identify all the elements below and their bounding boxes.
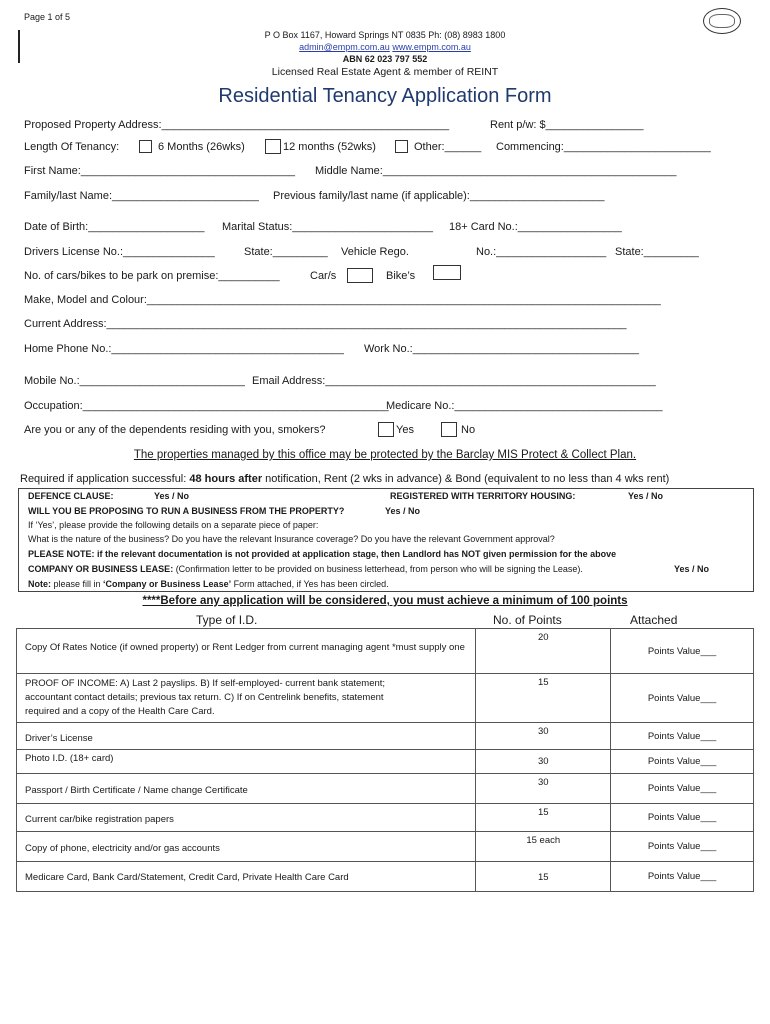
marital-status-field[interactable]: Marital Status:_______________________ (222, 221, 434, 233)
cars-box[interactable] (347, 268, 373, 283)
dob-field[interactable]: Date of Birth:___________________ (24, 221, 205, 233)
note-text: please fill in (51, 579, 104, 589)
table-row (17, 804, 754, 832)
table-row (17, 750, 754, 774)
note-bold: ‘Company or Business Lease’ (103, 579, 232, 589)
attached-cell[interactable]: Points Value___ (611, 723, 754, 750)
required-prefix: Required if application successful: (20, 473, 190, 485)
points-heading: ****Before any application will be considered, you must achieve a minimum of 100 points (142, 595, 628, 607)
defence-label: DEFENCE CLAUSE: (28, 491, 114, 501)
col-header-attached: Attached (630, 613, 678, 627)
page-title: Residential Tenancy Application Form (218, 85, 552, 107)
header-abn: ABN 62 023 797 552 (342, 54, 428, 64)
col-header-points: No. of Points (493, 613, 562, 627)
points-cell: 15 (476, 804, 611, 832)
id-type-cell: Copy of phone, electricity and/or gas accounts (17, 832, 476, 862)
tenancy-length-label: Length Of Tenancy: (24, 141, 120, 153)
table-row (17, 723, 754, 750)
col-header-type: Type of I.D. (196, 613, 258, 627)
nature-text: What is the nature of the business? Do you have the relevant Insurance coverage? Do you have the relevant Government approval? (28, 534, 555, 544)
business-value[interactable]: Yes / No (385, 506, 421, 516)
defence-value[interactable]: Yes / No (154, 491, 190, 501)
vehicle-rego-label: Vehicle Rego. (341, 246, 409, 258)
smokers-yes-label: Yes (396, 424, 414, 436)
reint-seal-inner (709, 14, 735, 28)
smokers-yes-checkbox[interactable] (378, 422, 394, 437)
note-tail: Form attached, if Yes has been circled. (231, 579, 389, 589)
six-months-checkbox[interactable] (139, 140, 152, 153)
id-type-cell: PROOF OF INCOME: A) Last 2 payslips. B) If self-employed- current bank statement; accountant contact details; previous tax return. C) If on Centrelink benefits, statement required and a copy of the Health Care Card. (17, 674, 476, 723)
cars-label: Car/s (310, 270, 337, 282)
points-cell: 20 (476, 629, 611, 674)
previous-family-name-field[interactable]: Previous family/last name (if applicable):______________________ (273, 190, 605, 202)
family-name-field[interactable]: Family/last Name:________________________ (24, 190, 259, 202)
smokers-no-label: No (461, 424, 476, 436)
company-value[interactable]: Yes / No (674, 564, 710, 574)
rego-no-field[interactable]: No.:__________________ (476, 246, 607, 258)
company-lease-line (28, 564, 583, 574)
attached-cell[interactable]: Points Value___ (611, 629, 754, 674)
points-cell: 15 (476, 674, 611, 723)
required-suffix: notification, Rent (2 wks in advance) & Bond (equivalent to no less than 4 wks rent) (262, 473, 670, 485)
points-cell: 30 (476, 723, 611, 750)
company-text: (Confirmation letter to be provided on business letterhead, from person who will be signing the Lease). (173, 564, 583, 574)
attached-cell[interactable]: Points Value___ (611, 674, 754, 723)
table-row (17, 832, 754, 862)
smokers-question: Are you or any of the dependents residing with you, smokers? (24, 424, 326, 436)
table-row (17, 629, 754, 674)
required-bold: 48 hours after (189, 473, 263, 485)
current-address-field[interactable]: Current Address:_____________________________________________________________________________________ (24, 318, 627, 330)
drivers-license-field[interactable]: Drivers License No.:_______________ (24, 246, 215, 258)
note-line (28, 579, 389, 589)
dl-state-field[interactable]: State:_________ (244, 246, 328, 258)
id-type-cell: Medicare Card, Bank Card/Statement, Credit Card, Private Health Care Card (17, 862, 476, 892)
commencing-field[interactable]: Commencing:________________________ (496, 141, 711, 153)
points-cell: 15 (476, 862, 611, 892)
id-type-cell: Current car/bike registration papers (17, 804, 476, 832)
cars-bikes-count-field[interactable]: No. of cars/bikes to be park on premise:__________ (24, 270, 280, 282)
email-link[interactable]: admin@empm.com.au (299, 42, 390, 52)
attached-cell[interactable]: Points Value___ (611, 862, 754, 892)
page-label: Page 1 of 5 (24, 12, 71, 22)
attached-cell[interactable]: Points Value___ (611, 774, 754, 804)
territory-label: REGISTERED WITH TERRITORY HOUSING: (390, 491, 576, 501)
six-months-label: 6 Months (26wks) (158, 141, 245, 153)
please-note-text: PLEASE NOTE: if the relevant documentation is not provided at application stage, then Landlord has NOT given permission for the above (28, 549, 617, 559)
proposed-address-field[interactable]: Proposed Property Address:_______________________________________________ (24, 119, 450, 131)
company-label: COMPANY OR BUSINESS LEASE: (28, 564, 174, 574)
header-contact (0, 42, 770, 52)
id-type-cell: Copy Of Rates Notice (if owned property) or Rent Ledger from current managing agent *must supply one (17, 629, 476, 674)
other-field[interactable]: Other:______ (414, 141, 482, 153)
header-license: Licensed Real Estate Agent & member of REINT (271, 66, 499, 78)
table-row (17, 774, 754, 804)
twelve-months-checkbox[interactable] (265, 139, 281, 154)
attached-cell[interactable]: Points Value___ (611, 832, 754, 862)
required-line (20, 473, 669, 485)
rent-field[interactable]: Rent p/w: $________________ (490, 119, 644, 131)
mobile-field[interactable]: Mobile No.:___________________________ (24, 375, 245, 387)
bikes-label: Bike’s (386, 270, 416, 282)
note-label: Note: (28, 579, 51, 589)
territory-value[interactable]: Yes / No (628, 491, 664, 501)
twelve-months-label: 12 months (52wks) (283, 141, 376, 153)
work-no-field[interactable]: Work No.:_____________________________________ (364, 343, 640, 355)
home-phone-field[interactable]: Home Phone No.:______________________________________ (24, 343, 344, 355)
medicare-field[interactable]: Medicare No.:__________________________________ (386, 400, 663, 412)
points-cell: 30 (476, 774, 611, 804)
attached-cell[interactable]: Points Value___ (611, 804, 754, 832)
occupation-field[interactable]: Occupation:__________________________________________________ (24, 400, 389, 412)
make-model-field[interactable]: Make, Model and Colour:____________________________________________________________________________________ (24, 294, 661, 306)
website-link[interactable]: www.empm.com.au (392, 42, 471, 52)
points-cell: 30 (476, 750, 611, 774)
if-yes-text: If ‘Yes’, please provide the following details on a separate piece of paper: (28, 520, 319, 530)
attached-cell[interactable]: Points Value___ (611, 750, 754, 774)
id-type-cell: Driver’s License (17, 723, 476, 750)
email-address-field[interactable]: Email Address:______________________________________________________ (252, 375, 656, 387)
smokers-no-checkbox[interactable] (441, 422, 457, 437)
other-checkbox[interactable] (395, 140, 408, 153)
header-address: P O Box 1167, Howard Springs NT 0835 Ph: (08) 8983 1800 (264, 30, 506, 40)
id-type-cell: Photo I.D. (18+ card) (17, 750, 476, 774)
bikes-box[interactable] (433, 265, 461, 280)
points-table (16, 628, 754, 892)
business-question: WILL YOU BE PROPOSING TO RUN A BUSINESS FROM THE PROPERTY? (28, 506, 345, 516)
barclay-notice: The properties managed by this office may be protected by the Barclay MIS Protect & Collect Plan. (133, 449, 637, 461)
id-type-cell: Passport / Birth Certificate / Name change Certificate (17, 774, 476, 804)
table-row (17, 674, 754, 723)
card-18-field[interactable]: 18+ Card No.:_________________ (449, 221, 622, 233)
points-cell: 15 each (476, 832, 611, 862)
table-row (17, 862, 754, 892)
rego-state-field[interactable]: State:_________ (615, 246, 699, 258)
middle-name-field[interactable]: Middle Name:________________________________________________ (315, 165, 677, 177)
first-name-field[interactable]: First Name:___________________________________ (24, 165, 295, 177)
